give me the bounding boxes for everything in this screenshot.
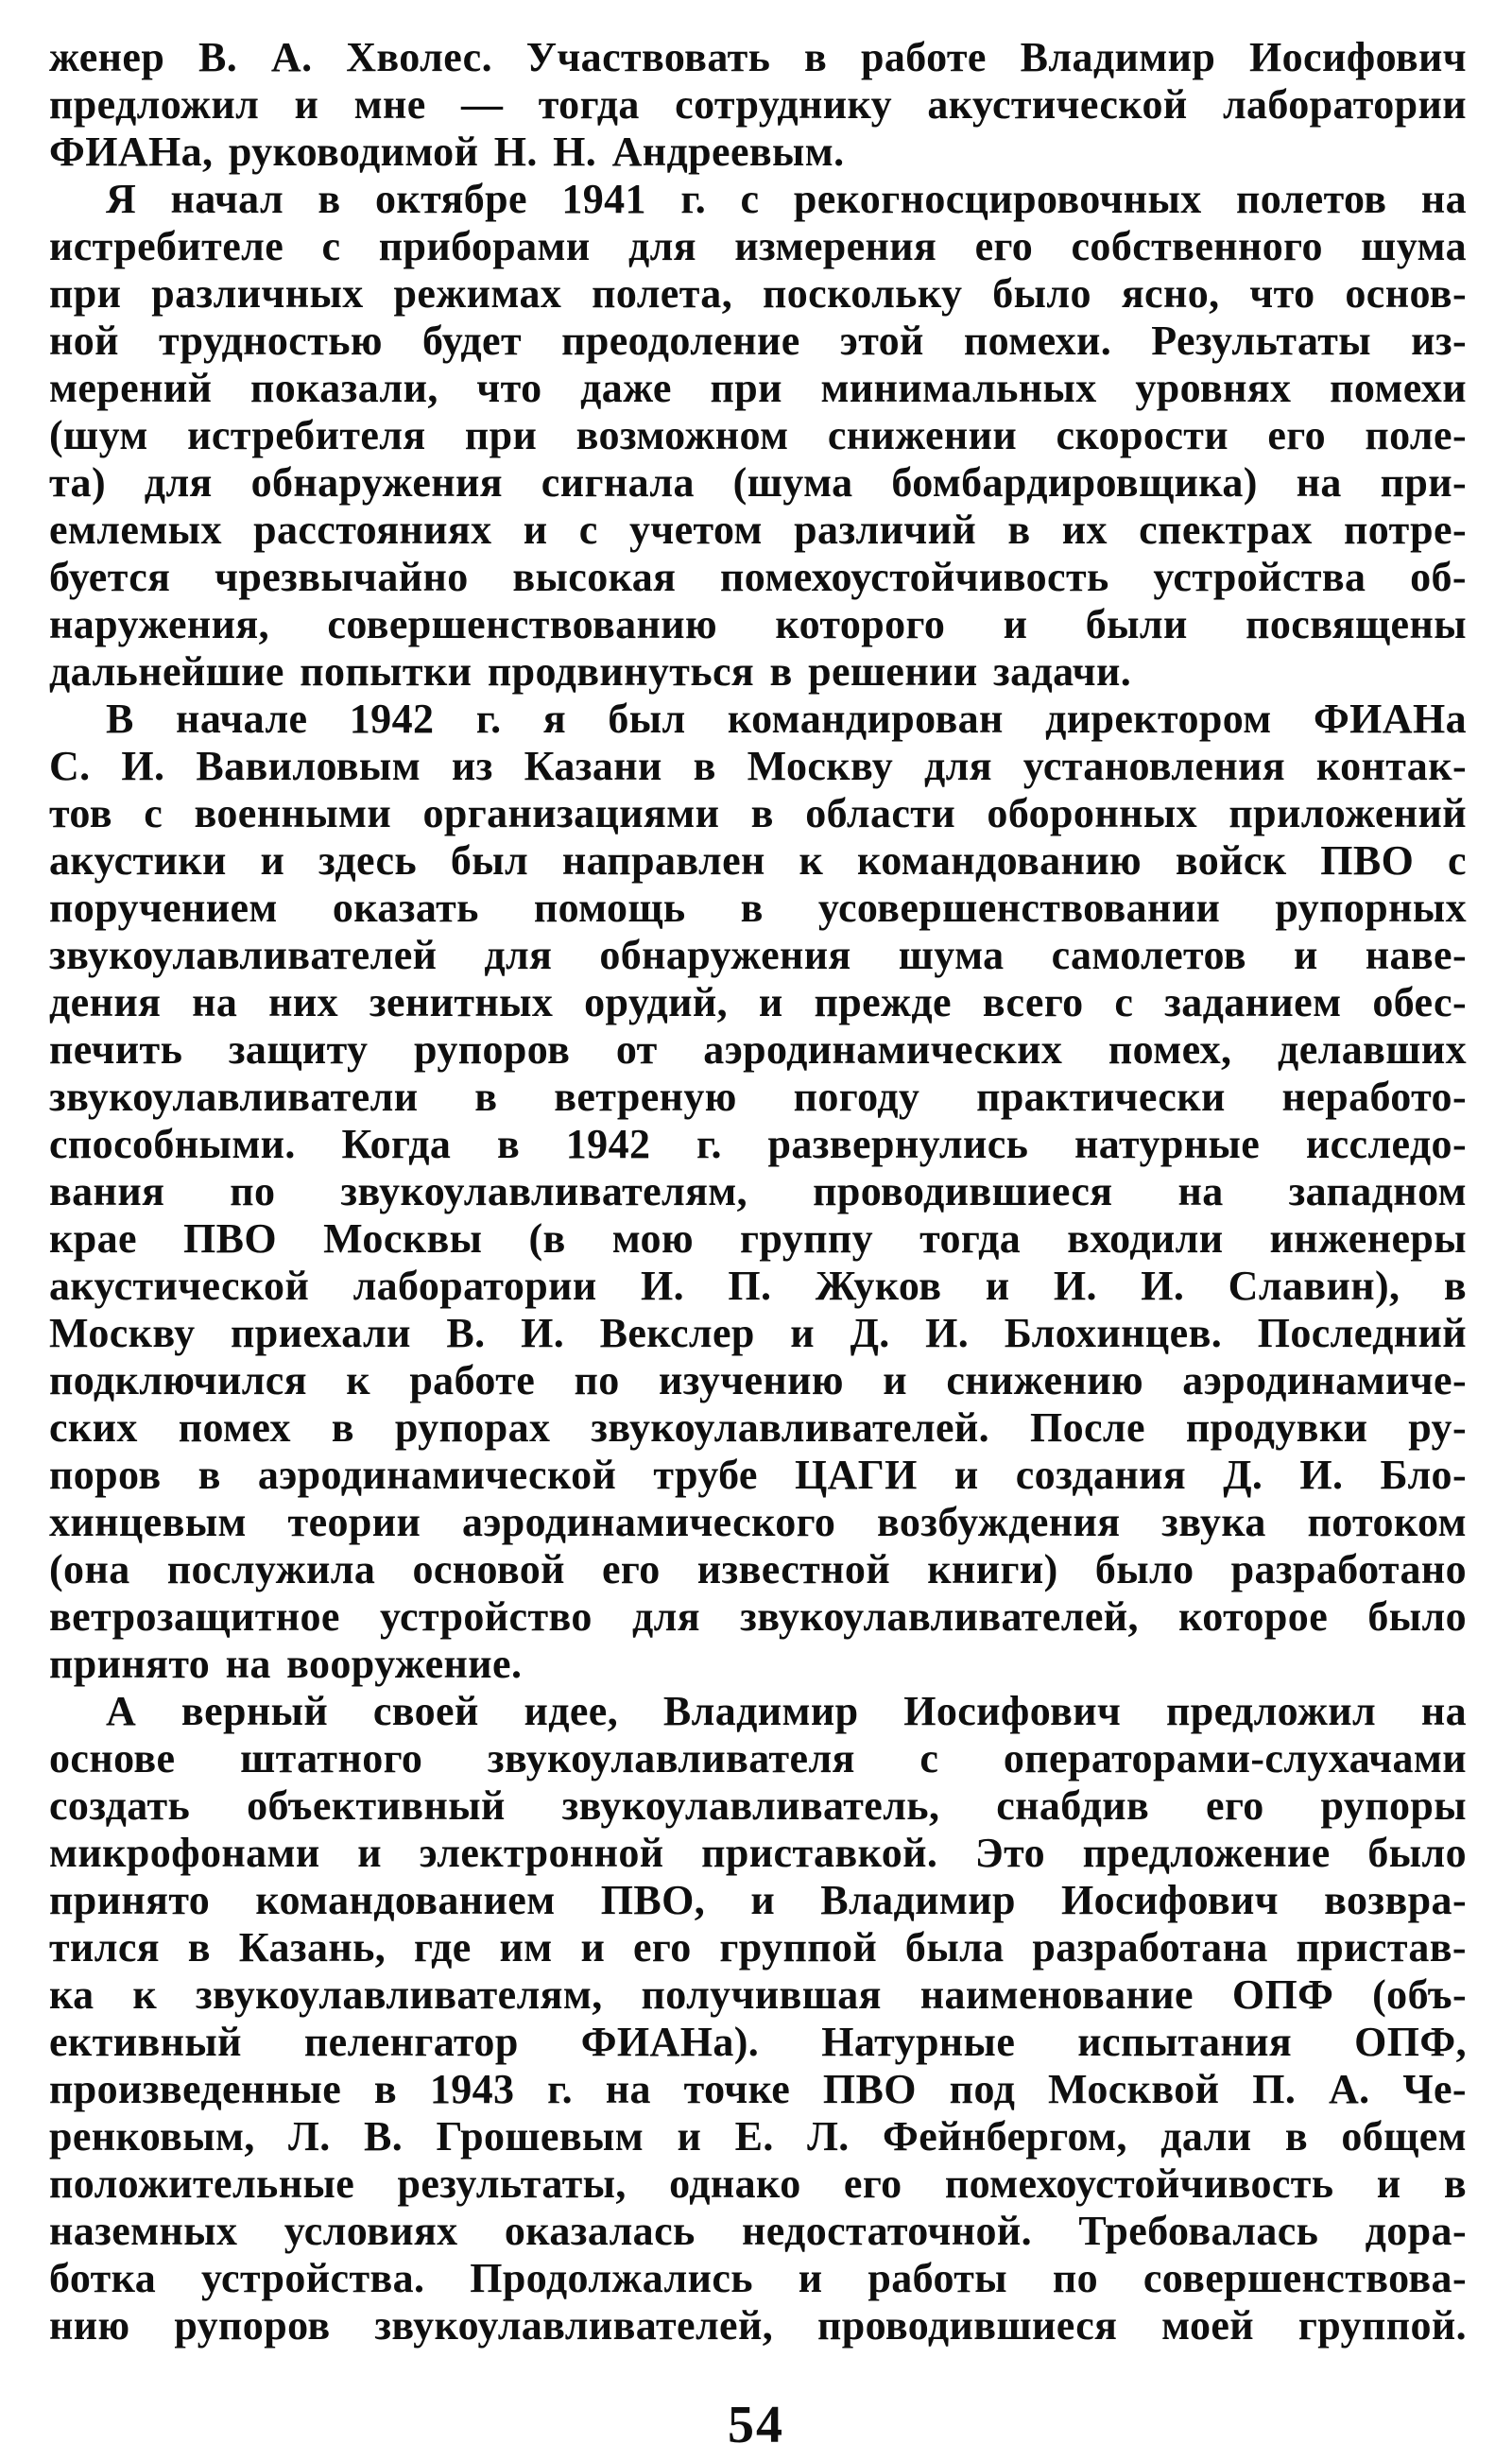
text-line: Я начал в октябре 1941 г. с рекогносцировочных полетов на <box>106 176 1467 222</box>
text-line: нию рупоров звукоулавливателей, проводившиеся моей группой. <box>49 2302 1467 2349</box>
text-line: положительные результаты, однако его помехоустойчивость и в <box>49 2160 1467 2207</box>
text-line: ективный пеленгатор ФИАНа). Натурные испытания ОПФ, <box>49 2019 1467 2065</box>
text-line: акустической лаборатории И. П. Жуков и И. И. Славин), в <box>49 1263 1467 1309</box>
text-line: женер В. А. Хволес. Участвовать в работе Владимир Иосифович <box>49 34 1467 80</box>
text-line: ренковым, Л. В. Грошевым и Е. Л. Фейнбергом, дали в общем <box>49 2113 1467 2160</box>
text-line: А верный своей идее, Владимир Иосифович предложил на <box>106 1688 1467 1734</box>
text-line: С. И. Вавиловым из Казани в Москву для установления контак- <box>49 743 1467 789</box>
text-line: предложил и мне — тогда сотруднику акустической лаборатории <box>49 81 1467 128</box>
text-line: ка к звукоулавливателям, получившая наименование ОПФ (объ- <box>49 1971 1467 2018</box>
text-line: наземных условиях оказалась недостаточной. Требовалась дора- <box>49 2208 1467 2254</box>
text-line: ветрозащитное устройство для звукоулавливателей, которое было <box>49 1593 1467 1640</box>
text-line: при различных режимах полета, поскольку было ясно, что основ- <box>49 270 1467 317</box>
text-line: (она послужила основой его известной книги) было разработано <box>49 1546 1467 1592</box>
text-line: истребителе с приборами для измерения его собственного шума <box>49 223 1467 269</box>
text-line: (шум истребителя при возможном снижении скорости его поле- <box>49 412 1467 458</box>
text-line: дения на них зенитных орудий, и прежде всего с заданием обес- <box>49 979 1467 1025</box>
text-line: тился в Казань, где им и его группой была разработана пристав- <box>49 1924 1467 1971</box>
text-line: крае ПВО Москвы (в мою группу тогда входили инженеры <box>49 1215 1467 1262</box>
text-line: наружения, совершенствованию которого и были посвящены <box>49 601 1467 647</box>
text-line: ной трудностью будет преодоление этой помехи. Результаты из- <box>49 318 1467 364</box>
text-line: звукоулавливателей для обнаружения шума самолетов и наве- <box>49 932 1467 978</box>
text-line: та) для обнаружения сигнала (шума бомбардировщика) на при- <box>49 459 1467 506</box>
text-line: ботка устройства. Продолжались и работы по совершенствова- <box>49 2255 1467 2301</box>
text-line: ских помех в рупорах звукоулавливателей. После продувки ру- <box>49 1404 1467 1451</box>
text-line: произведенные в 1943 г. на точке ПВО под Москвой П. А. Че- <box>49 2066 1467 2112</box>
text-line: буется чрезвычайно высокая помехоустойчивость устройства об- <box>49 554 1467 600</box>
text-line: способными. Когда в 1942 г. развернулись натурные исследо- <box>49 1121 1467 1167</box>
page-number: 54 <box>728 2396 784 2454</box>
text-line: подключился к работе по изучению и снижению аэродинамиче- <box>49 1357 1467 1403</box>
text-line: создать объективный звукоулавливатель, снабдив его рупоры <box>49 1782 1467 1829</box>
text-line: принято на вооружение. <box>49 1641 523 1687</box>
text-line: принято командованием ПВО, и Владимир Иосифович возвра- <box>49 1877 1467 1923</box>
text-line: звукоулавливатели в ветреную погоду практически неработо- <box>49 1074 1467 1120</box>
text-line: вания по звукоулавливателям, проводившиеся на западном <box>49 1168 1467 1214</box>
text-line: В начале 1942 г. я был командирован директором ФИАНа <box>106 696 1467 742</box>
text-line: акустики и здесь был направлен к командованию войск ПВО с <box>49 837 1467 884</box>
text-line: печить защиту рупоров от аэродинамических помех, делавших <box>49 1026 1467 1073</box>
text-block <box>49 34 1467 2349</box>
text-line: Москву приехали В. И. Векслер и Д. И. Блохинцев. Последний <box>49 1310 1467 1356</box>
text-line: поров в аэродинамической трубе ЦАГИ и создания Д. И. Бло- <box>49 1452 1467 1498</box>
text-line: ФИАНа, руководимой Н. Н. Андреевым. <box>49 129 845 175</box>
text-line: поручением оказать помощь в усовершенствовании рупорных <box>49 885 1467 931</box>
text-line: основе штатного звукоулавливателя с операторами-слухачами <box>49 1735 1467 1781</box>
text-line: тов с военными организациями в области оборонных приложений <box>49 790 1467 836</box>
text-line: емлемых расстояниях и с учетом различий в их спектрах потре- <box>49 507 1467 553</box>
text-line: микрофонами и электронной приставкой. Это предложение было <box>49 1830 1467 1876</box>
text-line: мерений показали, что даже при минимальных уровнях помехи <box>49 365 1467 411</box>
text-line: дальнейшие попытки продвинуться в решении задачи. <box>49 648 1132 695</box>
text-line: хинцевым теории аэродинамического возбуждения звука потоком <box>49 1499 1467 1545</box>
